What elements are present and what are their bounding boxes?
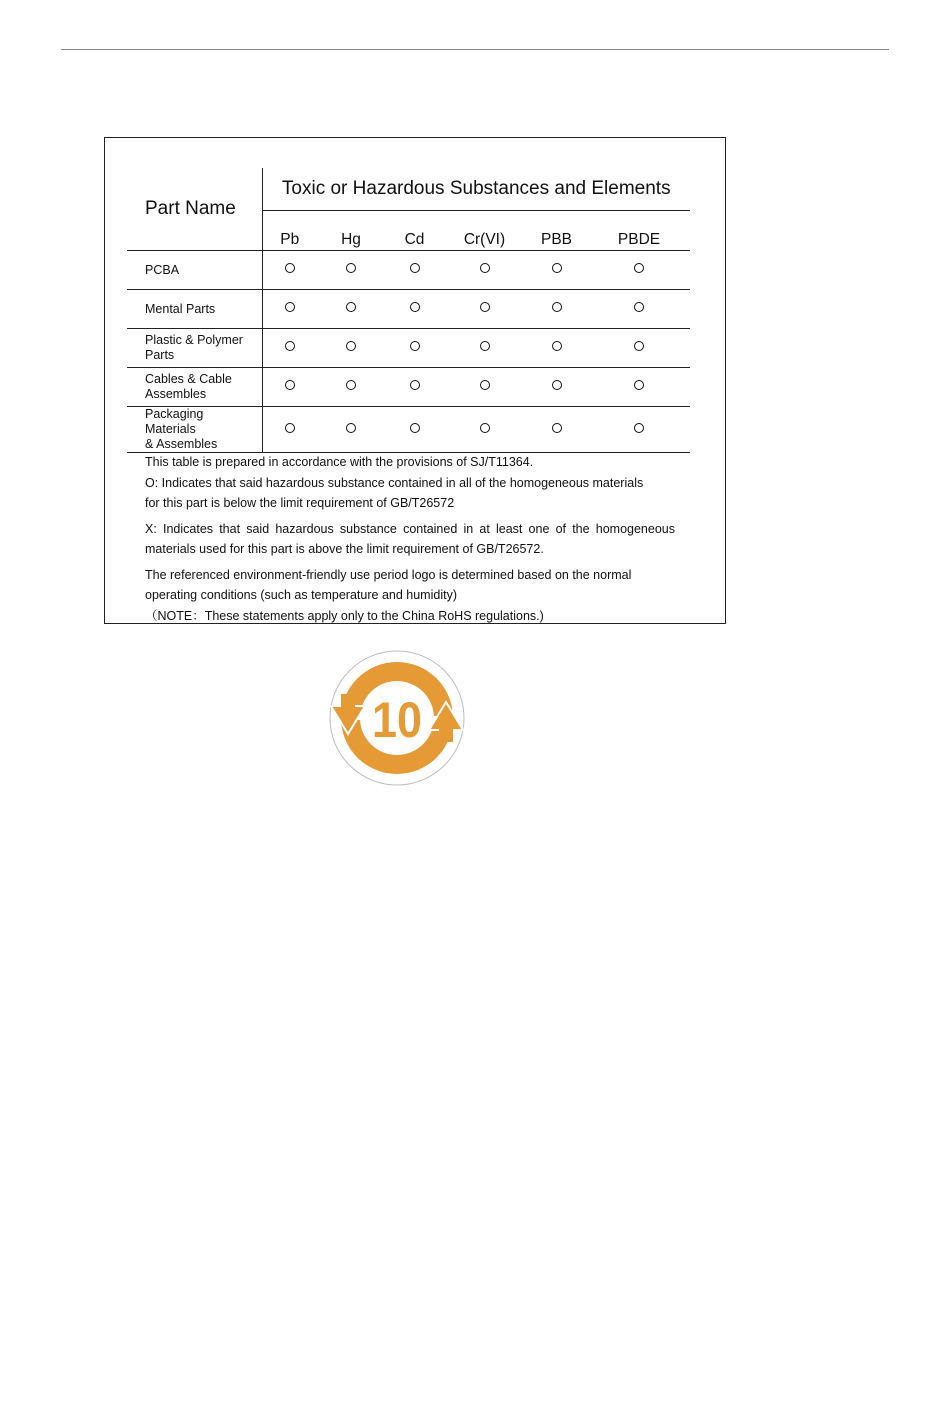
substances-group-header: Toxic or Hazardous Substances and Elements bbox=[262, 168, 690, 211]
compliant-o-icon bbox=[410, 302, 420, 312]
substance-header: Cr(VI) bbox=[444, 211, 525, 251]
compliant-o-icon bbox=[480, 263, 490, 273]
compliant-o-icon bbox=[285, 302, 295, 312]
table-row bbox=[127, 329, 690, 368]
compliance-cell bbox=[588, 251, 690, 290]
table-row bbox=[127, 290, 690, 329]
notes-block bbox=[145, 452, 675, 626]
compliant-o-icon bbox=[285, 263, 295, 273]
logo-number: 10 bbox=[372, 692, 422, 748]
compliance-cell bbox=[262, 368, 317, 407]
compliance-cell bbox=[262, 290, 317, 329]
note-x-line-1: X: Indicates that said hazardous substance contained in at least one of the homogeneous bbox=[145, 521, 675, 536]
compliance-cell bbox=[385, 251, 444, 290]
compliant-o-icon bbox=[480, 380, 490, 390]
compliant-o-icon bbox=[552, 423, 562, 433]
part-name-cell bbox=[127, 329, 262, 368]
compliance-cell bbox=[317, 407, 385, 453]
compliance-cell bbox=[588, 290, 690, 329]
part-name-cell bbox=[127, 368, 262, 407]
compliant-o-icon bbox=[285, 423, 295, 433]
compliance-cell bbox=[444, 407, 525, 453]
note-o-line-1: O: Indicates that said hazardous substance contained in all of the homogeneous materials bbox=[145, 475, 644, 490]
part-name-line: Mental Parts bbox=[145, 301, 216, 316]
compliance-cell bbox=[525, 251, 588, 290]
table-row bbox=[127, 251, 690, 290]
compliant-o-icon bbox=[634, 380, 644, 390]
compliance-cell bbox=[262, 407, 317, 453]
compliance-cell bbox=[385, 407, 444, 453]
note-o-line-2: for this part is below the limit requirement of GB/T26572 bbox=[145, 496, 455, 510]
compliant-o-icon bbox=[634, 341, 644, 351]
compliance-cell bbox=[525, 329, 588, 368]
compliant-o-icon bbox=[346, 302, 356, 312]
compliant-o-icon bbox=[634, 423, 644, 433]
part-name-line: PCBA bbox=[145, 262, 180, 277]
rohs-table-box bbox=[104, 137, 726, 624]
compliance-cell bbox=[262, 329, 317, 368]
substance-header: PBB bbox=[525, 211, 588, 251]
substance-header: PBDE bbox=[588, 211, 690, 251]
compliant-o-icon bbox=[410, 341, 420, 351]
compliant-o-icon bbox=[480, 302, 490, 312]
compliance-cell bbox=[385, 290, 444, 329]
note-env-line-1: The referenced environment-friendly use period logo is determined based on the normal bbox=[145, 567, 632, 582]
compliant-o-icon bbox=[634, 263, 644, 273]
part-name-line: Packaging Materials bbox=[145, 407, 204, 436]
compliant-o-icon bbox=[346, 263, 356, 273]
compliance-cell bbox=[588, 368, 690, 407]
compliance-cell bbox=[444, 329, 525, 368]
part-name-header: Part Name bbox=[127, 168, 262, 251]
part-name-line: Plastic & Polymer bbox=[145, 333, 243, 347]
note-standard: This table is prepared in accordance with the provisions of SJ/T11364. bbox=[145, 455, 534, 469]
part-name-line: Assembles bbox=[145, 387, 207, 401]
hazardous-substances-table bbox=[127, 168, 690, 453]
note-x-line-2: materials used for this part is above the limit requirement of GB/T26572. bbox=[145, 542, 544, 556]
compliant-o-icon bbox=[346, 423, 356, 433]
compliant-o-icon bbox=[480, 341, 490, 351]
compliance-cell bbox=[385, 329, 444, 368]
note-rohs: （NOTE：These statements apply only to the China RoHS regulations.) bbox=[145, 608, 544, 623]
compliant-o-icon bbox=[634, 302, 644, 312]
compliance-cell bbox=[588, 407, 690, 453]
compliance-cell bbox=[588, 329, 690, 368]
part-name-cell bbox=[127, 251, 262, 290]
compliance-cell bbox=[317, 290, 385, 329]
table-body bbox=[127, 251, 690, 453]
compliance-cell bbox=[525, 290, 588, 329]
compliant-o-icon bbox=[552, 341, 562, 351]
compliant-o-icon bbox=[552, 380, 562, 390]
compliance-cell bbox=[317, 251, 385, 290]
compliance-cell bbox=[385, 368, 444, 407]
compliance-cell bbox=[317, 368, 385, 407]
substance-header: Cd bbox=[385, 211, 444, 251]
part-name-line: Cables & Cable bbox=[145, 372, 232, 386]
compliant-o-icon bbox=[410, 423, 420, 433]
compliant-o-icon bbox=[346, 341, 356, 351]
part-name-line: & Assembles bbox=[145, 437, 218, 451]
environment-friendly-use-period-icon bbox=[329, 650, 465, 786]
compliance-cell bbox=[444, 368, 525, 407]
compliance-cell bbox=[525, 407, 588, 453]
compliant-o-icon bbox=[480, 423, 490, 433]
compliant-o-icon bbox=[285, 380, 295, 390]
compliance-cell bbox=[262, 251, 317, 290]
part-name-cell bbox=[127, 407, 262, 453]
compliant-o-icon bbox=[552, 263, 562, 273]
substance-header: Hg bbox=[317, 211, 385, 251]
compliant-o-icon bbox=[410, 380, 420, 390]
compliance-cell bbox=[444, 290, 525, 329]
compliance-cell bbox=[525, 368, 588, 407]
compliance-cell bbox=[317, 329, 385, 368]
table-row bbox=[127, 407, 690, 453]
compliance-cell bbox=[444, 251, 525, 290]
compliant-o-icon bbox=[285, 341, 295, 351]
compliant-o-icon bbox=[552, 302, 562, 312]
substance-header: Pb bbox=[262, 211, 317, 251]
note-env-line-2: operating conditions (such as temperature and humidity) bbox=[145, 588, 457, 602]
part-name-cell bbox=[127, 290, 262, 329]
compliant-o-icon bbox=[346, 380, 356, 390]
header-rule bbox=[61, 49, 889, 50]
compliant-o-icon bbox=[410, 263, 420, 273]
part-name-line: Parts bbox=[145, 348, 175, 362]
table-row bbox=[127, 368, 690, 407]
